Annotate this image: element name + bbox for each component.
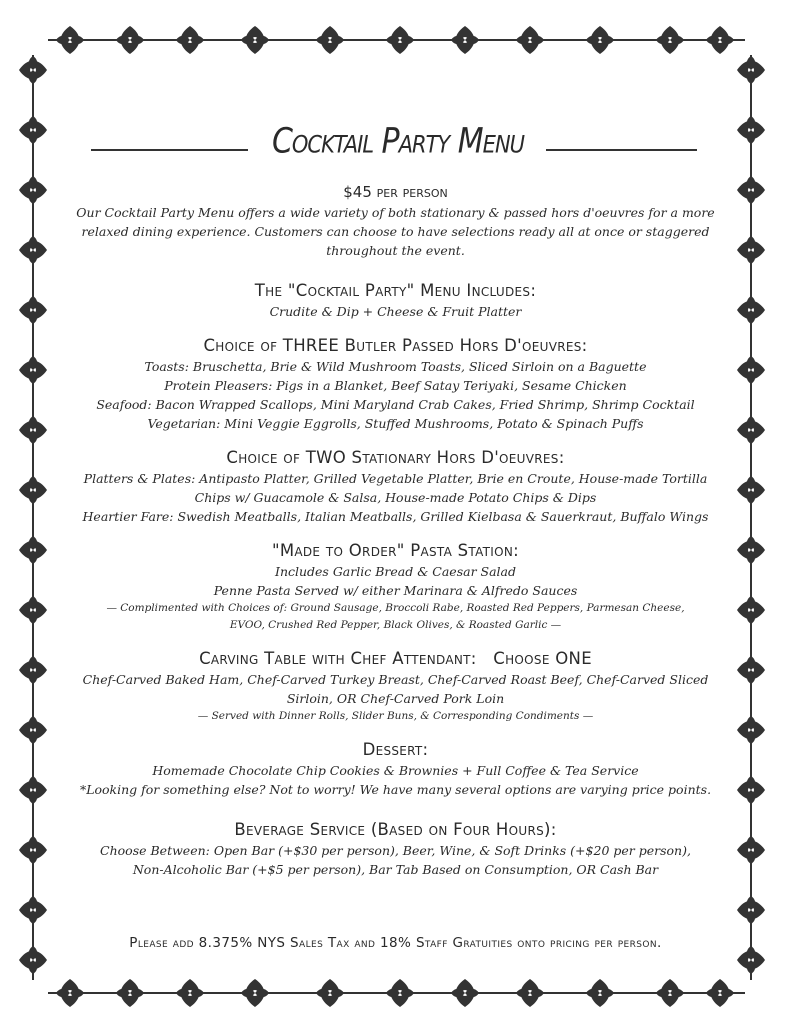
leaf-ornament: [19, 56, 47, 84]
leaf-ornament: [116, 979, 144, 1007]
section-heading: The "Cocktail Party" Menu Includes:: [254, 281, 537, 300]
leaf-ornament: [706, 26, 734, 54]
leaf-ornament: [19, 416, 47, 444]
leaf-ornament: [19, 116, 47, 144]
title-rule-right: [546, 149, 697, 151]
section-heading: Dessert:: [362, 740, 429, 759]
section-includes: [60, 280, 731, 321]
title-rule-left: [91, 149, 248, 151]
section-line: Crudite & Dip + Cheese & Fruit Platter: [269, 304, 522, 319]
tax-gratuity-note: Please add 8.375% NYS Sales Tax and 18% Staff Gratuities onto pricing per person.: [129, 935, 662, 951]
leaf-ornament: [386, 979, 414, 1007]
price: $45 per person: [343, 183, 448, 201]
section-heading: Beverage Service (Based on Four Hours):: [234, 820, 557, 839]
leaf-ornament: [386, 26, 414, 54]
leaf-ornament: [116, 26, 144, 54]
section-line: Includes Garlic Bread & Caesar Salad: [275, 564, 516, 579]
leaf-ornament: [451, 26, 479, 54]
leaf-ornament: [737, 536, 765, 564]
leaf-ornament: [19, 236, 47, 264]
section-line: Vegetarian: Mini Veggie Eggrolls, Stuffed Mushrooms, Potato & Spinach Puffs: [147, 416, 644, 431]
leaf-ornament: [516, 26, 544, 54]
leaf-ornament: [19, 656, 47, 684]
leaf-ornament: [586, 26, 614, 54]
section-line: Chips w/ Guacamole & Salsa, House-made Potato Chips & Dips: [194, 490, 597, 505]
leaf-ornament: [737, 56, 765, 84]
leaf-ornament: [19, 596, 47, 624]
section-line: Toasts: Bruschetta, Brie & Wild Mushroom Toasts, Sliced Sirloin on a Baguette: [144, 359, 647, 374]
leaf-ornament: [737, 116, 765, 144]
leaf-ornament: [586, 979, 614, 1007]
leaf-ornament: [19, 356, 47, 384]
section-heading: Choice of THREE Butler Passed Hors D'oeuvres:: [203, 336, 588, 355]
section-butler: [60, 335, 731, 433]
section-line: *Looking for something else? Not to worry! We have many several options are varying price points.: [79, 782, 712, 797]
section-line: Protein Pleasers: Pigs in a Blanket, Beef Satay Teriyaki, Sesame Chicken: [164, 378, 627, 393]
leaf-ornament: [737, 656, 765, 684]
section-carving: [60, 648, 731, 725]
leaf-ornament: [706, 979, 734, 1007]
leaf-ornament: [241, 979, 269, 1007]
leaf-ornament: [737, 416, 765, 444]
section-line: Seafood: Bacon Wrapped Scallops, Mini Maryland Crab Cakes, Fried Shrimp, Shrimp Cocktail: [96, 397, 695, 412]
section-heading: Carving Table with Chef Attendant: Choose ONE: [199, 649, 592, 668]
section-note: — Complimented with Choices of: Ground Sausage, Broccoli Rabe, Roasted Red Peppers, Parmesan Cheese,: [106, 602, 685, 614]
leaf-ornament: [19, 836, 47, 864]
leaf-ornament: [737, 836, 765, 864]
section-note: — Served with Dinner Rolls, Slider Buns, & Corresponding Condiments —: [197, 710, 594, 722]
section-line: Platters & Plates: Antipasto Platter, Grilled Vegetable Platter, Brie en Croute, House-made Tortilla: [83, 471, 708, 486]
section-beverage: [60, 819, 731, 879]
section-line: Sirloin, OR Chef-Carved Pork Loin: [286, 691, 505, 706]
leaf-ornament: [316, 979, 344, 1007]
leaf-ornament: [19, 716, 47, 744]
leaf-ornament: [241, 26, 269, 54]
leaf-ornament: [737, 476, 765, 504]
leaf-ornament: [737, 296, 765, 324]
section-note: EVOO, Crushed Red Pepper, Black Olives, & Roasted Garlic —: [229, 619, 562, 631]
leaf-ornament: [737, 596, 765, 624]
section-heading: "Made to Order" Pasta Station:: [271, 541, 520, 560]
leaf-ornament: [19, 476, 47, 504]
leaf-ornament: [737, 176, 765, 204]
section-line: Choose Between: Open Bar (+$30 per person), Beer, Wine, & Soft Drinks (+$20 per person),: [100, 843, 691, 858]
leaf-ornament: [19, 896, 47, 924]
section-line: Heartier Fare: Swedish Meatballs, Italian Meatballs, Grilled Kielbasa & Sauerkraut, Buffalo Wings: [82, 509, 709, 524]
leaf-ornament: [176, 979, 204, 1007]
leaf-ornament: [656, 979, 684, 1007]
section-line: Homemade Chocolate Chip Cookies & Brownies + Full Coffee & Tea Service: [152, 763, 639, 778]
leaf-ornament: [56, 979, 84, 1007]
leaf-ornament: [19, 536, 47, 564]
section-dessert: [60, 739, 731, 799]
page-title: Cocktail Party Menu: [271, 121, 525, 162]
leaf-ornament: [737, 896, 765, 924]
section-line: Chef-Carved Baked Ham, Chef-Carved Turkey Breast, Chef-Carved Roast Beef, Chef-Carved Sliced: [82, 672, 709, 687]
leaf-ornament: [451, 979, 479, 1007]
leaf-ornament: [737, 776, 765, 804]
leaf-ornament: [737, 356, 765, 384]
section-heading: Choice of TWO Stationary Hors D'oeuvres:: [226, 448, 565, 467]
leaf-ornament: [656, 26, 684, 54]
leaf-ornament: [19, 296, 47, 324]
leaf-ornament: [316, 26, 344, 54]
intro-text: Our Cocktail Party Menu offers a wide variety of both stationary & passed hors d'oeuvres for a more relaxed dining experience. Customers can choose to have selections ready all at once or staggered throughout the event.: [76, 205, 715, 258]
leaf-ornament: [737, 716, 765, 744]
leaf-ornament: [737, 236, 765, 264]
section-pasta: [60, 540, 731, 634]
section-stationary: [60, 447, 731, 526]
leaf-ornament: [19, 176, 47, 204]
section-line: Penne Pasta Served w/ either Marinara & Alfredo Sauces: [213, 583, 578, 598]
section-line: Non-Alcoholic Bar (+$5 per person), Bar Tab Based on Consumption, OR Cash Bar: [132, 862, 659, 877]
title-row: [60, 120, 731, 176]
menu-content: [60, 120, 731, 879]
leaf-ornament: [19, 776, 47, 804]
leaf-ornament: [56, 26, 84, 54]
leaf-ornament: [176, 26, 204, 54]
leaf-ornament: [516, 979, 544, 1007]
